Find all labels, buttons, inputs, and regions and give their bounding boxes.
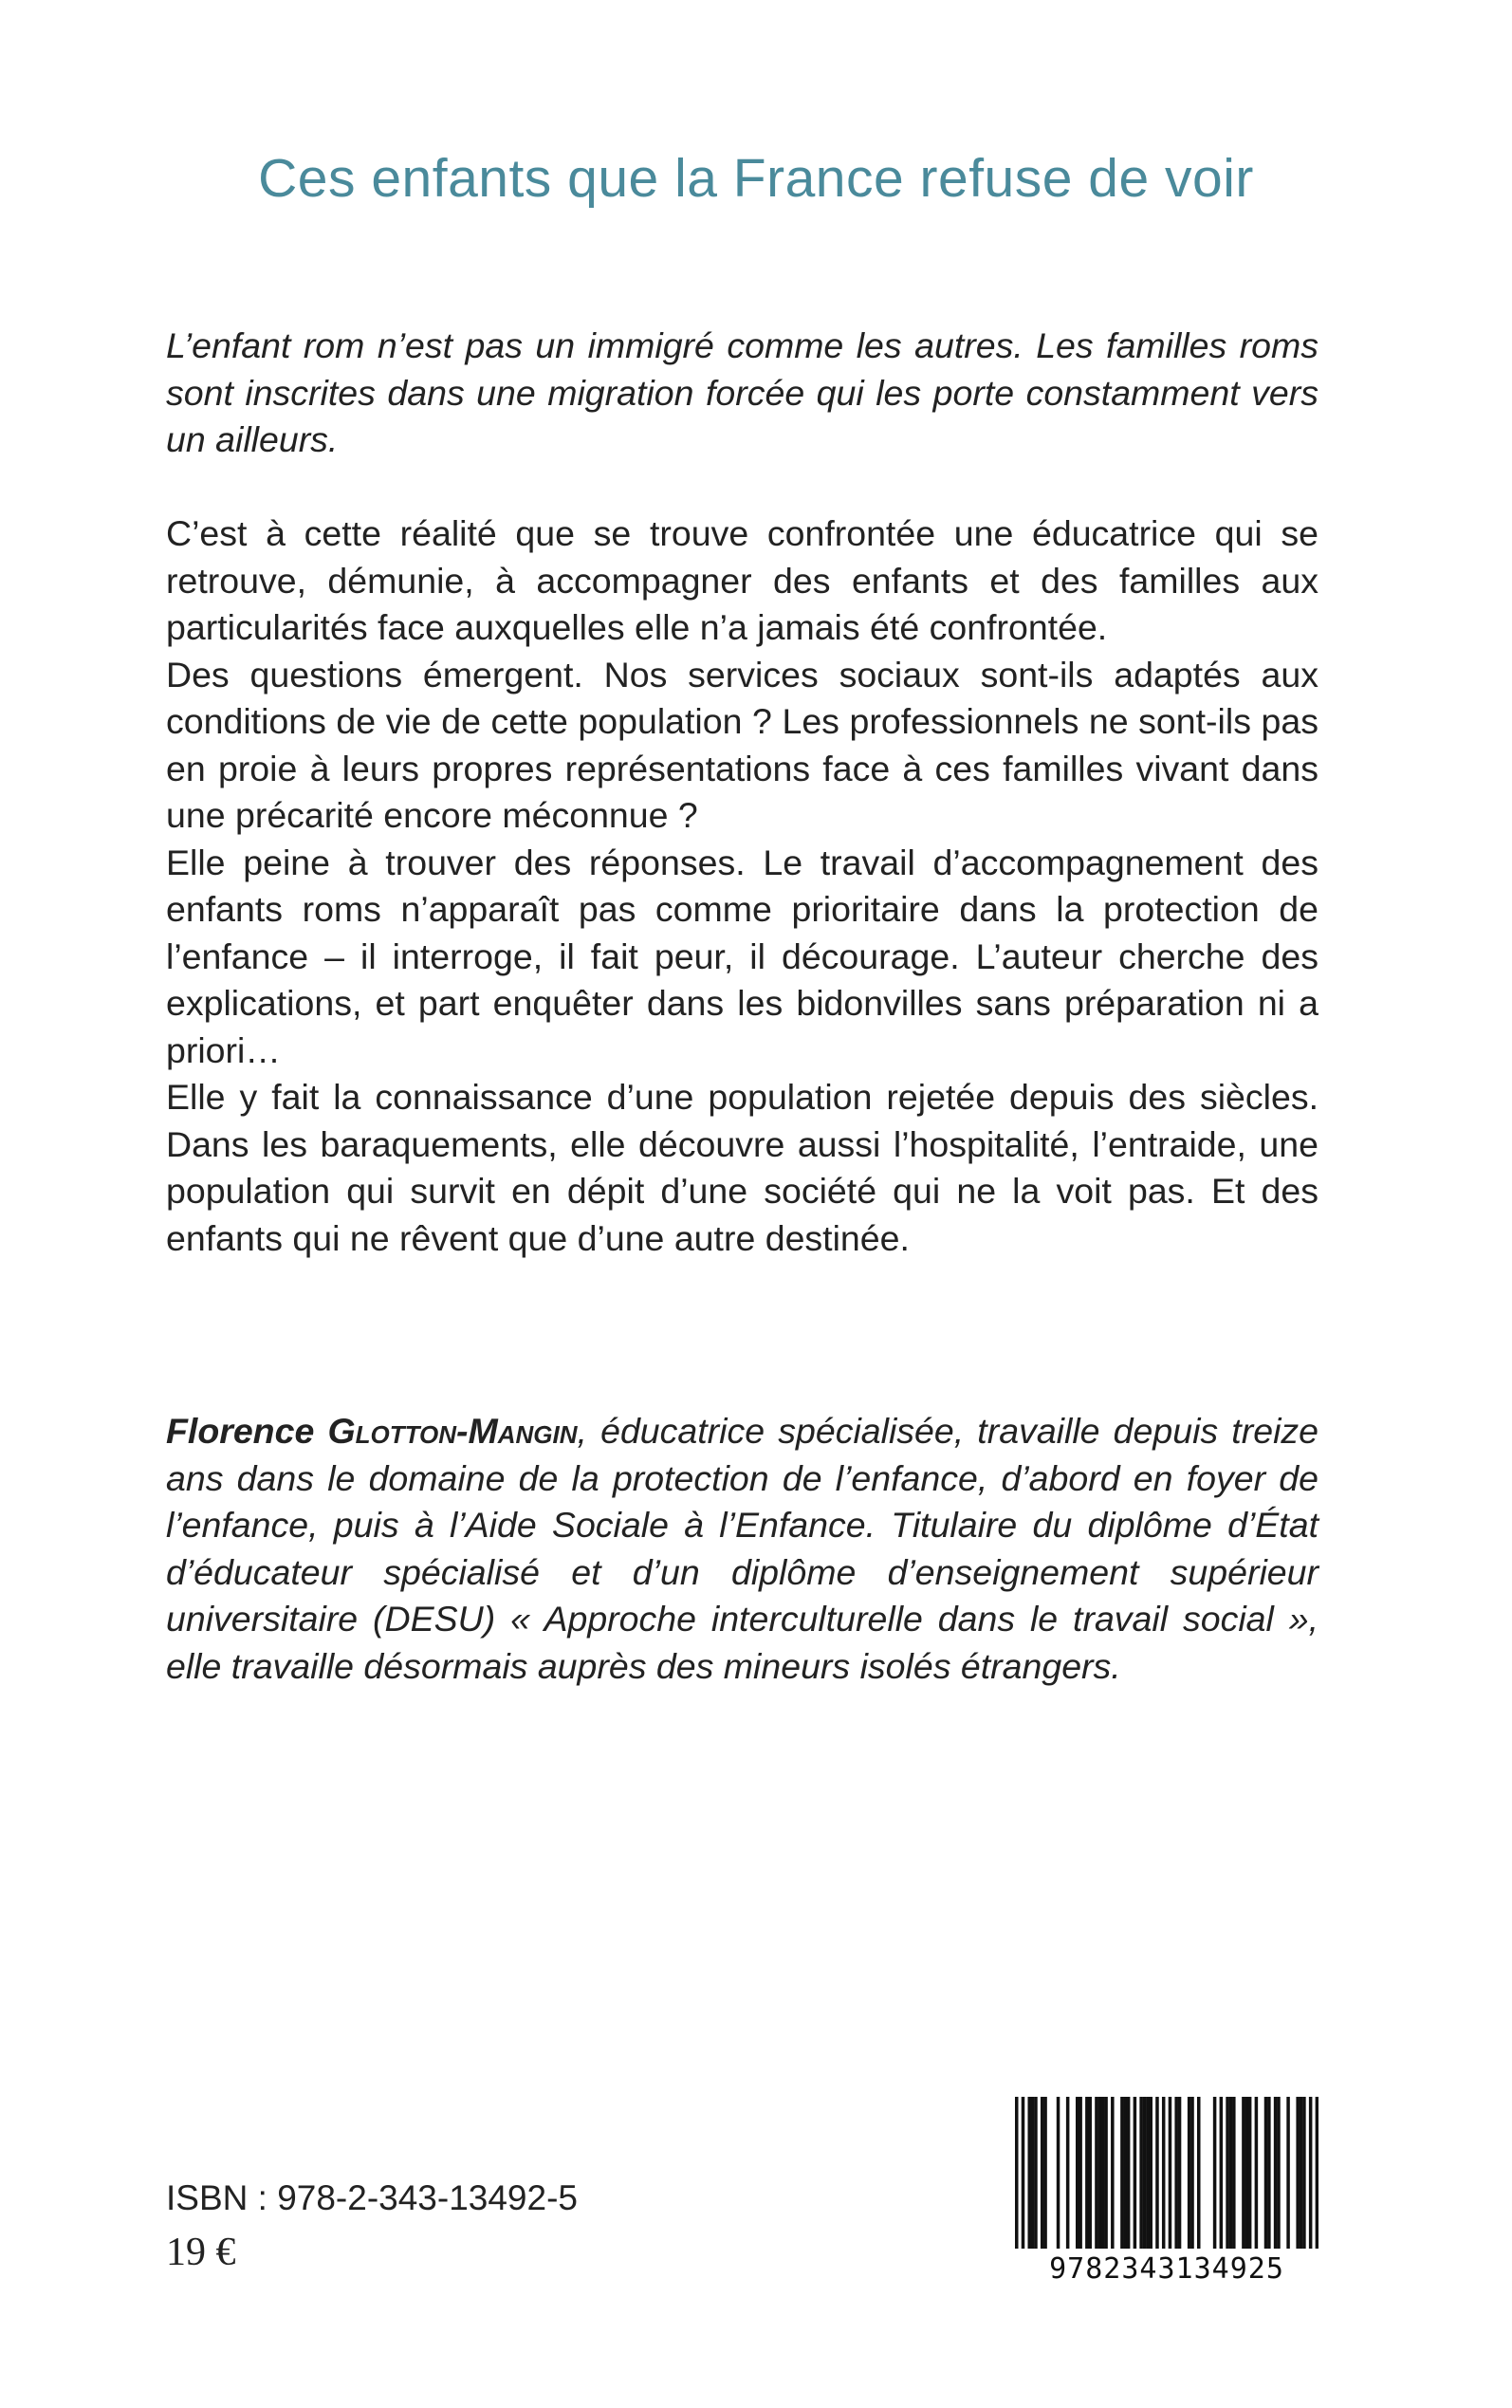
barcode-bar xyxy=(1197,2097,1201,2249)
barcode-bar xyxy=(1274,2097,1278,2249)
barcode-bar xyxy=(1220,2097,1224,2249)
barcode-bar xyxy=(1027,2097,1031,2249)
barcode-bar xyxy=(1255,2097,1259,2249)
barcode-bar xyxy=(1286,2097,1290,2249)
barcode-bar xyxy=(1085,2097,1089,2249)
barcode-bar xyxy=(1015,2097,1019,2249)
barcode-bar xyxy=(1124,2097,1128,2249)
barcode-bar xyxy=(1162,2097,1166,2249)
barcode-bar xyxy=(1095,2097,1098,2249)
book-title: Ces enfants que la France refuse de voir xyxy=(258,148,1254,209)
summary-paragraph: Elle y fait la connaissance d’une population rejetée depuis des siècles. Dans les baraquements, elle découvre aussi l’hospitalité, l’entraide, une population qui survit en dépit d’une société qui ne la voit pas. Et des enfants qui ne rêvent que d’une autre destinée. xyxy=(166,1077,1318,1258)
author-bio xyxy=(166,1408,1318,1690)
isbn-label: ISBN : 978-2-343-13492-5 xyxy=(166,2178,578,2217)
intro-text: L’enfant rom n’est pas un immigré comme les autres. Les familles roms sont inscrites dans une migration forcée qui les porte constamment vers un ailleurs. xyxy=(166,325,1318,459)
barcode-bar xyxy=(1143,2097,1147,2249)
barcode-bar xyxy=(1178,2097,1182,2249)
barcode-bar xyxy=(1174,2097,1178,2249)
intro-paragraph xyxy=(166,323,1318,464)
barcode-bar xyxy=(1226,2097,1229,2249)
barcode-bar xyxy=(1267,2097,1271,2249)
barcode-bar xyxy=(1088,2097,1092,2249)
barcode-bar xyxy=(1098,2097,1102,2249)
barcode-bar xyxy=(1242,2097,1245,2249)
barcode-bar xyxy=(1316,2097,1318,2249)
barcode-bar xyxy=(1277,2097,1281,2249)
barcode-bars xyxy=(1015,2097,1318,2249)
barcode-bar xyxy=(1043,2097,1047,2249)
barcode-bar xyxy=(1031,2097,1035,2249)
barcode-bar xyxy=(1034,2097,1038,2249)
barcode-bar xyxy=(1104,2097,1108,2249)
barcode-bar xyxy=(1190,2097,1194,2249)
summary-paragraph: C’est à cette réalité que se trouve confrontée une éducatrice qui se retrouve, démunie, à accompagner des enfants et des familles aux particularités face auxquelles elle n’a jamais été confrontée. xyxy=(166,513,1318,647)
barcode-bar xyxy=(1041,2097,1044,2249)
barcode-bar xyxy=(1169,2097,1172,2249)
barcode-bar xyxy=(1300,2097,1303,2249)
barcode-bar xyxy=(1296,2097,1300,2249)
barcode-bar xyxy=(1120,2097,1124,2249)
barcode-bar xyxy=(1229,2097,1233,2249)
barcode-bar xyxy=(1127,2097,1131,2249)
barcode-bar xyxy=(1076,2097,1079,2249)
barcode-bar xyxy=(1149,2097,1152,2249)
author-last-name: Glotton-Mangin xyxy=(327,1411,578,1451)
barcode-bar xyxy=(1213,2097,1217,2249)
barcode-bar xyxy=(1188,2097,1191,2249)
barcode-bar xyxy=(1066,2097,1070,2249)
price-label: 19 € xyxy=(166,2231,236,2274)
author-bio-text: , éducatrice spécialisée, travaille depuis treize ans dans le domaine de la protection de l’enfance, d’abord en foyer de l’enfance, puis à l’Aide Sociale à l’Enfance. Titulaire du diplôme d’État d’éducateur spécialisé et d’un diplôme d’enseignement supérieur universitaire (DESU) « Approche interculturelle dans le travail social », elle travaille désormais auprès des mineurs isolés étrangers. xyxy=(166,1411,1319,1686)
barcode-bar xyxy=(1302,2097,1306,2249)
barcode-bar xyxy=(1022,2097,1025,2249)
barcode-bar xyxy=(1057,2097,1060,2249)
barcode-bar xyxy=(1139,2097,1143,2249)
barcode-bar xyxy=(1232,2097,1236,2249)
summary-paragraph: Elle peine à trouver des réponses. Le travail d’accompagnement des enfants roms n’apparaît pas comme prioritaire dans la protection de l’enfance – il interroge, il fait peur, il décourage. L’auteur cherche des explications, et part enquêter dans les bidonvilles sans préparation ni a priori… xyxy=(166,842,1318,1070)
barcode-bar xyxy=(1264,2097,1268,2249)
barcode-bar xyxy=(1101,2097,1105,2249)
author-name xyxy=(166,1411,578,1451)
summary-paragraph: Des questions émergent. Nos services sociaux sont-ils adaptés aux conditions de vie de cette population ? Les professionnels ne sont-ils pas en proie à leurs propres représentations face à ces familles vivant dans une précarité encore méconnue ? xyxy=(166,654,1318,835)
barcode-digits: 9782343134925 xyxy=(1049,2252,1284,2286)
barcode-bar xyxy=(1134,2097,1137,2249)
barcode-bar xyxy=(1245,2097,1249,2249)
barcode-bar xyxy=(1111,2097,1115,2249)
barcode-bar xyxy=(1309,2097,1313,2249)
barcode-bar xyxy=(1248,2097,1252,2249)
barcode-bar xyxy=(1155,2097,1159,2249)
author-first-name: Florence xyxy=(166,1411,315,1451)
barcode-bar xyxy=(1146,2097,1150,2249)
summary-text xyxy=(166,510,1318,1262)
barcode-bar xyxy=(1079,2097,1082,2249)
barcode xyxy=(1015,2097,1318,2296)
author-bio-paragraph xyxy=(166,1408,1318,1690)
